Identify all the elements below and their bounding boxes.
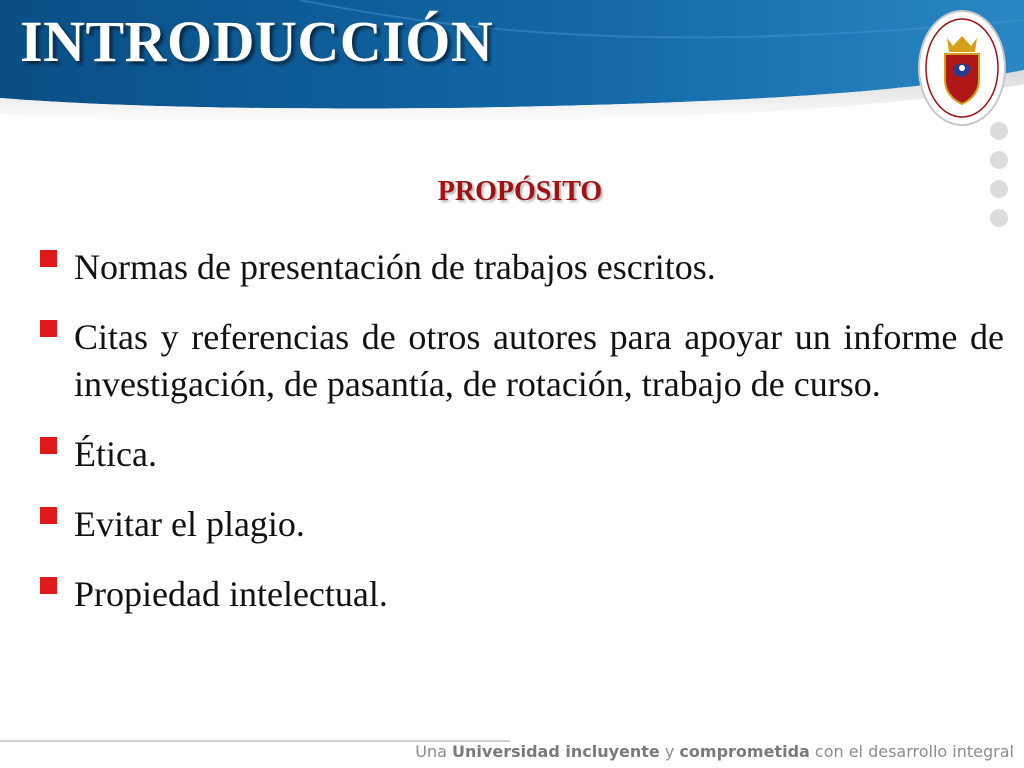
footer-tagline [415, 742, 1014, 762]
footer-text-part: Una [415, 742, 453, 761]
bullet-text: Propiedad intelectual. [74, 574, 388, 614]
slide-title: INTRODUCCIÓN [20, 9, 494, 74]
footer-text-emphasis: comprometida [679, 742, 810, 761]
bullet-text: Normas de presentación de trabajos escritos. [74, 247, 716, 287]
square-bullet-icon [40, 577, 57, 594]
square-bullet-icon [40, 250, 57, 267]
bullet-item [40, 571, 1004, 618]
bullet-text: Ética. [74, 434, 157, 474]
header-banner [0, 0, 1024, 160]
footer-text-emphasis: Universidad incluyente [452, 742, 660, 761]
bullet-list [40, 244, 1004, 641]
university-seal [917, 8, 1007, 128]
footer-text-part: y [659, 742, 680, 761]
footer-text-part: con el desarrollo integral [809, 742, 1014, 761]
bullet-item [40, 431, 1004, 478]
square-bullet-icon [40, 437, 57, 454]
bullet-item [40, 244, 1004, 291]
square-bullet-icon [40, 320, 57, 337]
decorative-dot [990, 209, 1008, 227]
footer [0, 728, 1024, 768]
university-seal-icon [917, 8, 1007, 128]
bullet-text: Citas y referencias de otros autores para apoyar un informe de investigación, de pasantía, de rotación, trabajo de curso. [74, 317, 1004, 404]
square-bullet-icon [40, 507, 57, 524]
bullet-item [40, 501, 1004, 548]
slide-subtitle: PROPÓSITO [437, 176, 603, 207]
bullet-text: Evitar el plagio. [74, 504, 305, 544]
bullet-item [40, 314, 1004, 408]
decorative-dot [990, 122, 1008, 140]
decorative-dot [990, 151, 1008, 169]
